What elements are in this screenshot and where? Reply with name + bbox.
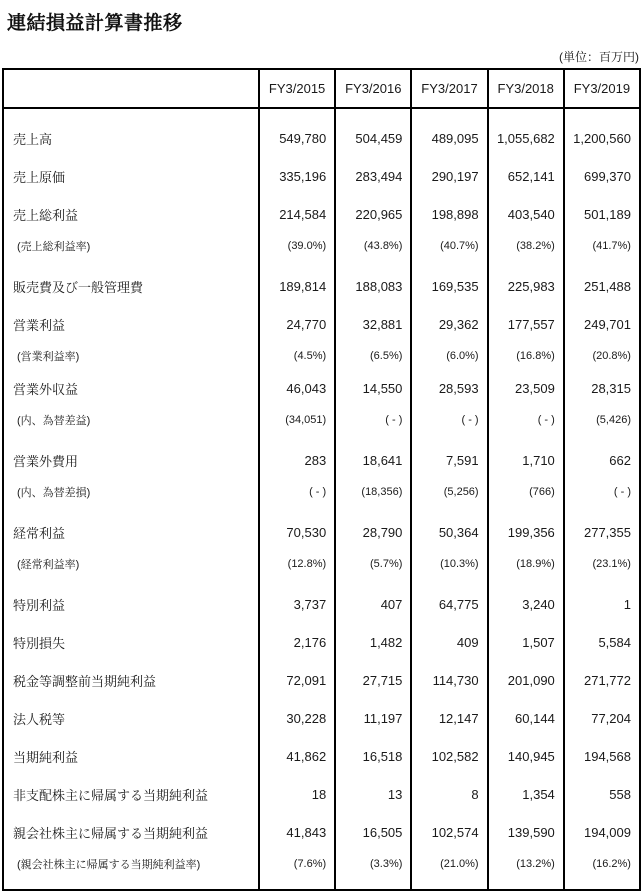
cell-fy3-2015: 335,196 xyxy=(258,157,334,195)
cell-fy3-2017 xyxy=(410,259,486,267)
cell-fy3-2019: (16.2%) xyxy=(563,851,639,877)
cell-fy3-2018 xyxy=(487,433,563,441)
cell-fy3-2018: 199,356 xyxy=(487,513,563,551)
cell-fy3-2019: 251,488 xyxy=(563,267,639,305)
cell-fy3-2019 xyxy=(563,433,639,441)
cell-fy3-2016: 407 xyxy=(334,585,410,623)
table-row xyxy=(4,551,639,577)
cell-fy3-2019 xyxy=(563,877,639,889)
table-row xyxy=(4,661,639,699)
cell-fy3-2016 xyxy=(334,433,410,441)
cell-fy3-2015 xyxy=(258,577,334,585)
cell-fy3-2017: ( - ) xyxy=(410,407,486,433)
cell-fy3-2015: 189,814 xyxy=(258,267,334,305)
cell-fy3-2017: 7,591 xyxy=(410,441,486,479)
cell-fy3-2017: 489,095 xyxy=(410,119,486,157)
cell-fy3-2017: 50,364 xyxy=(410,513,486,551)
cell-fy3-2016: 18,641 xyxy=(334,441,410,479)
row-label: 売上高 xyxy=(13,131,53,147)
cell-fy3-2016 xyxy=(334,877,410,889)
row-label: (内、為替差損) xyxy=(17,487,91,499)
cell-fy3-2015: (12.8%) xyxy=(258,551,334,577)
cell-fy3-2015: 214,584 xyxy=(258,195,334,233)
table-row xyxy=(4,699,639,737)
row-label: (経常利益率) xyxy=(17,559,80,571)
table-row xyxy=(4,623,639,661)
cell-fy3-2015: (7.6%) xyxy=(258,851,334,877)
cell-fy3-2017: 198,898 xyxy=(410,195,486,233)
cell-fy3-2016: 32,881 xyxy=(334,305,410,343)
cell-fy3-2015: 24,770 xyxy=(258,305,334,343)
cell-fy3-2015: 283 xyxy=(258,441,334,479)
cell-fy3-2018: 1,507 xyxy=(487,623,563,661)
row-label: 非支配株主に帰属する当期純利益 xyxy=(13,787,209,803)
cell-fy3-2016: 188,083 xyxy=(334,267,410,305)
row-label: 親会社株主に帰属する当期純利益 xyxy=(13,825,209,841)
cell-fy3-2018: ( - ) xyxy=(487,407,563,433)
table-body xyxy=(4,109,639,889)
row-label: (営業利益率) xyxy=(17,351,80,363)
column-header-fy3-2018: FY3/2018 xyxy=(487,70,563,107)
cell-fy3-2017: 169,535 xyxy=(410,267,486,305)
cell-fy3-2016: 1,482 xyxy=(334,623,410,661)
table-row xyxy=(4,157,639,195)
cell-fy3-2019: 271,772 xyxy=(563,661,639,699)
cell-fy3-2018 xyxy=(487,577,563,585)
cell-fy3-2017: (6.0%) xyxy=(410,343,486,369)
cell-fy3-2015 xyxy=(258,505,334,513)
cell-fy3-2018: 1,055,682 xyxy=(487,119,563,157)
row-label: 営業外費用 xyxy=(13,453,79,469)
cell-fy3-2018: 23,509 xyxy=(487,369,563,407)
row-label: 法人税等 xyxy=(13,711,66,727)
cell-fy3-2019: 277,355 xyxy=(563,513,639,551)
cell-fy3-2017: (5,256) xyxy=(410,479,486,505)
cell-fy3-2019: 1 xyxy=(563,585,639,623)
cell-fy3-2015: 41,843 xyxy=(258,813,334,851)
row-label xyxy=(4,259,258,267)
cell-fy3-2016: 220,965 xyxy=(334,195,410,233)
cell-fy3-2018: 201,090 xyxy=(487,661,563,699)
row-label: 売上総利益 xyxy=(13,207,79,223)
column-header-fy3-2017: FY3/2017 xyxy=(410,70,486,107)
cell-fy3-2015: 30,228 xyxy=(258,699,334,737)
row-label xyxy=(4,877,258,889)
cell-fy3-2019 xyxy=(563,259,639,267)
cell-fy3-2019: 699,370 xyxy=(563,157,639,195)
cell-fy3-2017: (10.3%) xyxy=(410,551,486,577)
cell-fy3-2017: 29,362 xyxy=(410,305,486,343)
cell-fy3-2015: 70,530 xyxy=(258,513,334,551)
cell-fy3-2016: (43.8%) xyxy=(334,233,410,259)
cell-fy3-2019: 194,009 xyxy=(563,813,639,851)
table-row xyxy=(4,267,639,305)
cell-fy3-2018: 3,240 xyxy=(487,585,563,623)
cell-fy3-2017: 114,730 xyxy=(410,661,486,699)
row-spacer xyxy=(4,505,639,513)
cell-fy3-2019: ( - ) xyxy=(563,479,639,505)
cell-fy3-2019: (23.1%) xyxy=(563,551,639,577)
cell-fy3-2016: 16,505 xyxy=(334,813,410,851)
cell-fy3-2018 xyxy=(487,259,563,267)
row-label xyxy=(4,505,258,513)
cell-fy3-2017: 102,574 xyxy=(410,813,486,851)
cell-fy3-2017: 12,147 xyxy=(410,699,486,737)
cell-fy3-2016: 14,550 xyxy=(334,369,410,407)
unit-label: (単位：百万円) xyxy=(559,50,639,64)
row-label: 特別損失 xyxy=(13,635,66,651)
cell-fy3-2017 xyxy=(410,877,486,889)
table-row xyxy=(4,775,639,813)
cell-fy3-2018: 652,141 xyxy=(487,157,563,195)
cell-fy3-2018: 177,557 xyxy=(487,305,563,343)
table-row xyxy=(4,305,639,343)
header-empty-cell xyxy=(4,70,258,107)
cell-fy3-2018: (38.2%) xyxy=(487,233,563,259)
cell-fy3-2016: (6.5%) xyxy=(334,343,410,369)
table-header-row xyxy=(4,70,639,109)
cell-fy3-2019: 249,701 xyxy=(563,305,639,343)
table-row xyxy=(4,407,639,433)
income-statement-table xyxy=(2,68,641,891)
cell-fy3-2017: 290,197 xyxy=(410,157,486,195)
row-label: 営業外収益 xyxy=(13,381,79,397)
cell-fy3-2018: (16.8%) xyxy=(487,343,563,369)
cell-fy3-2015 xyxy=(258,259,334,267)
row-spacer xyxy=(4,433,639,441)
cell-fy3-2019: (20.8%) xyxy=(563,343,639,369)
column-header-fy3-2015: FY3/2015 xyxy=(258,70,334,107)
cell-fy3-2018: 60,144 xyxy=(487,699,563,737)
table-row xyxy=(4,343,639,369)
cell-fy3-2019: 77,204 xyxy=(563,699,639,737)
cell-fy3-2016: 11,197 xyxy=(334,699,410,737)
cell-fy3-2017: 64,775 xyxy=(410,585,486,623)
row-label: 経常利益 xyxy=(13,525,66,541)
table-row xyxy=(4,233,639,259)
cell-fy3-2018: 225,983 xyxy=(487,267,563,305)
cell-fy3-2018: 139,590 xyxy=(487,813,563,851)
cell-fy3-2019: 501,189 xyxy=(563,195,639,233)
cell-fy3-2017 xyxy=(410,109,486,119)
cell-fy3-2015: 46,043 xyxy=(258,369,334,407)
cell-fy3-2016 xyxy=(334,109,410,119)
cell-fy3-2015: 2,176 xyxy=(258,623,334,661)
table-row xyxy=(4,851,639,877)
cell-fy3-2018: 140,945 xyxy=(487,737,563,775)
cell-fy3-2015 xyxy=(258,433,334,441)
cell-fy3-2015 xyxy=(258,877,334,889)
table-row xyxy=(4,479,639,505)
cell-fy3-2019: 194,568 xyxy=(563,737,639,775)
cell-fy3-2018: 1,710 xyxy=(487,441,563,479)
cell-fy3-2019: 1,200,560 xyxy=(563,119,639,157)
row-label: 特別利益 xyxy=(13,597,66,613)
cell-fy3-2016 xyxy=(334,259,410,267)
cell-fy3-2016: 13 xyxy=(334,775,410,813)
cell-fy3-2015: 549,780 xyxy=(258,119,334,157)
cell-fy3-2016: (5.7%) xyxy=(334,551,410,577)
row-label: (親会社株主に帰属する当期純利益率) xyxy=(17,859,201,871)
cell-fy3-2019: (5,426) xyxy=(563,407,639,433)
cell-fy3-2018: 403,540 xyxy=(487,195,563,233)
row-label: (売上総利益率) xyxy=(17,241,91,253)
cell-fy3-2018 xyxy=(487,109,563,119)
row-spacer xyxy=(4,877,639,889)
row-spacer xyxy=(4,259,639,267)
cell-fy3-2015 xyxy=(258,109,334,119)
cell-fy3-2017: (40.7%) xyxy=(410,233,486,259)
cell-fy3-2016: 504,459 xyxy=(334,119,410,157)
cell-fy3-2016: 16,518 xyxy=(334,737,410,775)
row-label: 売上原価 xyxy=(13,169,66,185)
cell-fy3-2016: (18,356) xyxy=(334,479,410,505)
table-row xyxy=(4,195,639,233)
cell-fy3-2015: (34,051) xyxy=(258,407,334,433)
cell-fy3-2017: 8 xyxy=(410,775,486,813)
table-row xyxy=(4,813,639,851)
cell-fy3-2019 xyxy=(563,109,639,119)
cell-fy3-2016: 283,494 xyxy=(334,157,410,195)
cell-fy3-2015: 41,862 xyxy=(258,737,334,775)
row-spacer xyxy=(4,109,639,119)
cell-fy3-2019: 5,584 xyxy=(563,623,639,661)
cell-fy3-2016: 27,715 xyxy=(334,661,410,699)
cell-fy3-2019: 558 xyxy=(563,775,639,813)
row-spacer xyxy=(4,577,639,585)
row-label: 営業利益 xyxy=(13,317,66,333)
cell-fy3-2015: 3,737 xyxy=(258,585,334,623)
cell-fy3-2017: 409 xyxy=(410,623,486,661)
table-row xyxy=(4,513,639,551)
row-label: (内、為替差益) xyxy=(17,415,91,427)
table-row xyxy=(4,369,639,407)
cell-fy3-2016 xyxy=(334,505,410,513)
row-label xyxy=(4,577,258,585)
cell-fy3-2017: 28,593 xyxy=(410,369,486,407)
table-row xyxy=(4,119,639,157)
column-header-fy3-2016: FY3/2016 xyxy=(334,70,410,107)
cell-fy3-2018: (766) xyxy=(487,479,563,505)
cell-fy3-2018 xyxy=(487,877,563,889)
cell-fy3-2016 xyxy=(334,577,410,585)
cell-fy3-2016: 28,790 xyxy=(334,513,410,551)
cell-fy3-2019: 28,315 xyxy=(563,369,639,407)
cell-fy3-2018: (18.9%) xyxy=(487,551,563,577)
cell-fy3-2017 xyxy=(410,433,486,441)
row-label: 税金等調整前当期純利益 xyxy=(13,673,157,689)
cell-fy3-2019: 662 xyxy=(563,441,639,479)
cell-fy3-2016: ( - ) xyxy=(334,407,410,433)
table-row xyxy=(4,737,639,775)
cell-fy3-2017: (21.0%) xyxy=(410,851,486,877)
cell-fy3-2019: (41.7%) xyxy=(563,233,639,259)
row-label xyxy=(4,109,258,119)
cell-fy3-2019 xyxy=(563,577,639,585)
cell-fy3-2015: (4.5%) xyxy=(258,343,334,369)
table-row xyxy=(4,585,639,623)
table-row xyxy=(4,441,639,479)
page-title: 連結損益計算書推移 xyxy=(7,13,183,34)
cell-fy3-2018: (13.2%) xyxy=(487,851,563,877)
cell-fy3-2017: 102,582 xyxy=(410,737,486,775)
cell-fy3-2017 xyxy=(410,505,486,513)
cell-fy3-2015: ( - ) xyxy=(258,479,334,505)
cell-fy3-2019 xyxy=(563,505,639,513)
cell-fy3-2016: (3.3%) xyxy=(334,851,410,877)
row-label: 販売費及び一般管理費 xyxy=(13,279,144,295)
row-label: 当期純利益 xyxy=(13,749,79,765)
cell-fy3-2015: 72,091 xyxy=(258,661,334,699)
cell-fy3-2018 xyxy=(487,505,563,513)
cell-fy3-2018: 1,354 xyxy=(487,775,563,813)
column-header-fy3-2019: FY3/2019 xyxy=(563,70,639,107)
row-label xyxy=(4,433,258,441)
cell-fy3-2015: 18 xyxy=(258,775,334,813)
cell-fy3-2017 xyxy=(410,577,486,585)
cell-fy3-2015: (39.0%) xyxy=(258,233,334,259)
